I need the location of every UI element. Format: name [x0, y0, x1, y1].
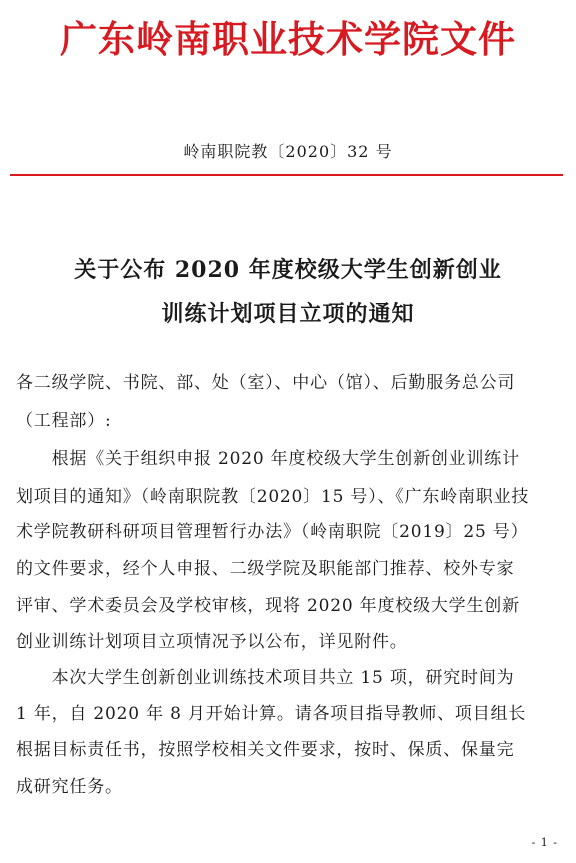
notice-title-line-2: 训练计划项目立项的通知 [161, 301, 415, 327]
body-line: 的文件要求，经个人申报、二级学院及职能部门推荐、校外专家 [16, 559, 515, 579]
body-line: 评审、学术委员会及学校审核，现将 2020 年度校级大学生创新 [16, 596, 520, 616]
document-header-title: 广东岭南职业技术学院文件 [60, 18, 516, 61]
body-line: 1 年，自 2020 年 8 月开始计算。请各项目指导教师、项目组长 [16, 704, 527, 724]
body-line: 成研究任务。 [16, 777, 123, 797]
body-line: 根据《关于组织申报 2020 年度校级大学生创新创业训练计 [16, 449, 520, 469]
body-line: 根据目标责任书，按照学校相关文件要求，按时、保质、保量完 [16, 740, 515, 760]
body-line: 术学院教研科研项目管理暂行办法》（岭南职院〔2019〕25 号） [16, 522, 529, 542]
red-divider-line [10, 174, 563, 176]
document-number: 岭南职院教〔2020〕32 号 [183, 142, 393, 161]
page-number: - 1 - [531, 836, 558, 849]
body-line: 本次大学生创新创业训练技术项目共立 15 项，研究时间为 [16, 668, 515, 688]
body-line: 创业训练计划项目立项情况予以公布，详见附件。 [16, 632, 408, 652]
notice-title-line-1: 关于公布 2020 年度校级大学生创新创业 [74, 257, 502, 283]
body-line: 各二级学院、书院、部、处（室）、中心（馆）、后勤服务总公司 [16, 373, 516, 393]
body-line: 划项目的通知》（岭南职院教〔2020〕15 号）、《广东岭南职业技 [16, 487, 530, 507]
body-line: （工程部）: [16, 411, 112, 431]
